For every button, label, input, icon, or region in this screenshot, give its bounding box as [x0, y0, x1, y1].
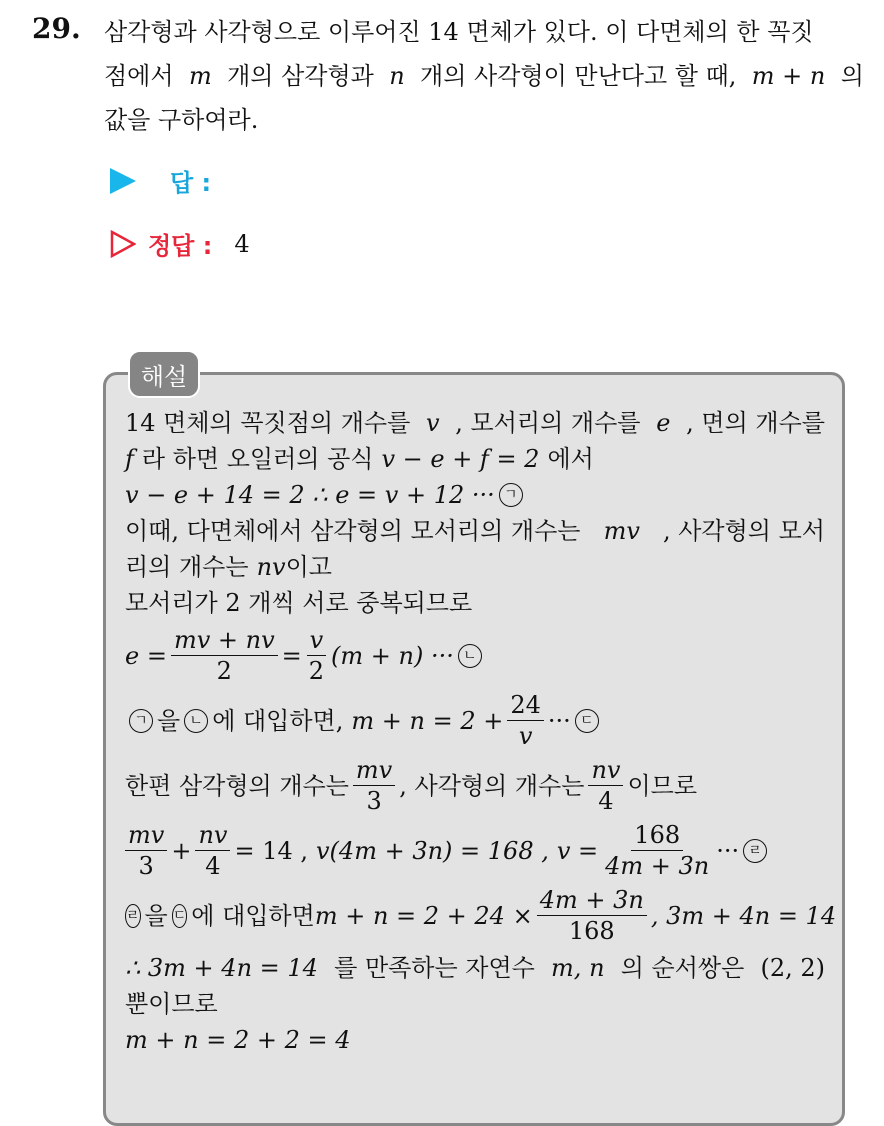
- circled-mark: ㄱ: [129, 709, 153, 733]
- solution-line-13: 뿐이므로: [125, 990, 218, 1018]
- circled-mark: ㄷ: [172, 904, 188, 928]
- play-filled-icon: [110, 168, 136, 194]
- solution-line-10: $\frac{mv}{3}$ + $\frac{nv}{4}$ = 14 , v(4m + 3n) = 168 , v = $\frac{168}{4m + 3n}$ ··· ㄹ: [125, 820, 825, 881]
- solution-line-5: 리의 개수는 nv 이고: [125, 553, 332, 581]
- solution-line-2: f 라 하면 오일러의 공식 v − e + f = 2 에서: [125, 445, 594, 473]
- fraction: $\frac{mv}{3}$: [125, 820, 167, 881]
- solution-line-14: m + n = 2 + 2 = 4: [125, 1026, 351, 1054]
- solution-line-7: e = $\frac{mv + nv}{2}$ = $\frac{v}{2}$ (m + n) ··· ㄴ: [125, 625, 825, 686]
- circled-mark: ㄹ: [125, 904, 141, 928]
- fraction: $\frac{nv}{4}$: [195, 820, 230, 881]
- fraction: $\frac{mv}{3}$: [353, 755, 395, 816]
- correct-answer-label: 정답 :: [148, 232, 213, 260]
- solution-text: [125, 405, 837, 1058]
- fraction: $\frac{mv + nv}{2}$: [171, 625, 278, 686]
- fraction: $\frac{24}{v}$: [507, 690, 544, 751]
- question-text: [104, 10, 864, 142]
- play-outline-icon: [110, 230, 136, 258]
- fraction: $\frac{168}{4m + 3n}$: [605, 821, 710, 880]
- solution-line-6: 모서리가 2 개씩 서로 중복되므로: [125, 589, 473, 617]
- circled-mark: ㄴ: [458, 644, 482, 668]
- question-line-1: 삼각형과 사각형으로 이루어진 14 면체가 있다. 이 다면체의 한 꼭짓: [104, 18, 814, 46]
- fraction: $\frac{4m + 3n}{168}$: [537, 885, 647, 946]
- solution-line-1: 14 면체의 꼭짓점의 개수를 v , 모서리의 개수를 e , 면의 개수를: [125, 409, 825, 437]
- solution-line-12: ∴ 3m + 4n = 14 를 만족하는 자연수 m, n 의 순서쌍은 (2, 2): [125, 954, 825, 982]
- solution-line-8: ㄱ 을 ㄴ 에 대입하면, m + n = 2 + $\frac{24}{v}$ ··· ㄷ: [125, 690, 825, 751]
- answer-label: 답 :: [170, 169, 212, 197]
- circled-mark: ㄱ: [499, 483, 523, 507]
- solution-badge: 해설: [128, 350, 200, 398]
- solution-line-4: 이때, 다면체에서 삼각형의 모서리의 개수는 mv , 사각형의 모서: [125, 517, 825, 545]
- question-line-2: 점에서 m 개의 삼각형과 n 개의 사각형이 만난다고 할 때, m + n 의: [104, 62, 864, 90]
- correct-answer-row: [110, 226, 250, 261]
- solution-line-9: 한편 삼각형의 개수는 $\frac{mv}{3}$ , 사각형의 개수는 $\frac{nv}{4}$ 이므로: [125, 756, 698, 815]
- correct-answer-value: 4: [234, 229, 250, 258]
- fraction: $\frac{v}{2}$: [306, 625, 327, 686]
- question-line-3: 값을 구하여라.: [104, 106, 259, 134]
- answer-row: [110, 163, 233, 198]
- question-number: 29.: [32, 12, 81, 45]
- solution-line-3: v − e + 14 = 2 ∴ e = v + 12 ··· ㄱ: [125, 477, 825, 513]
- fraction: $\frac{nv}{4}$: [588, 755, 623, 816]
- circled-mark: ㄴ: [184, 709, 208, 733]
- circled-mark: ㄹ: [743, 839, 767, 863]
- solution-line-11: ㄹ 을 ㄷ 에 대입하면 m + n = 2 + 24 × $\frac{4m + 3n}{168}$ , 3m + 4n = 14: [126, 886, 837, 945]
- circled-mark: ㄷ: [575, 709, 599, 733]
